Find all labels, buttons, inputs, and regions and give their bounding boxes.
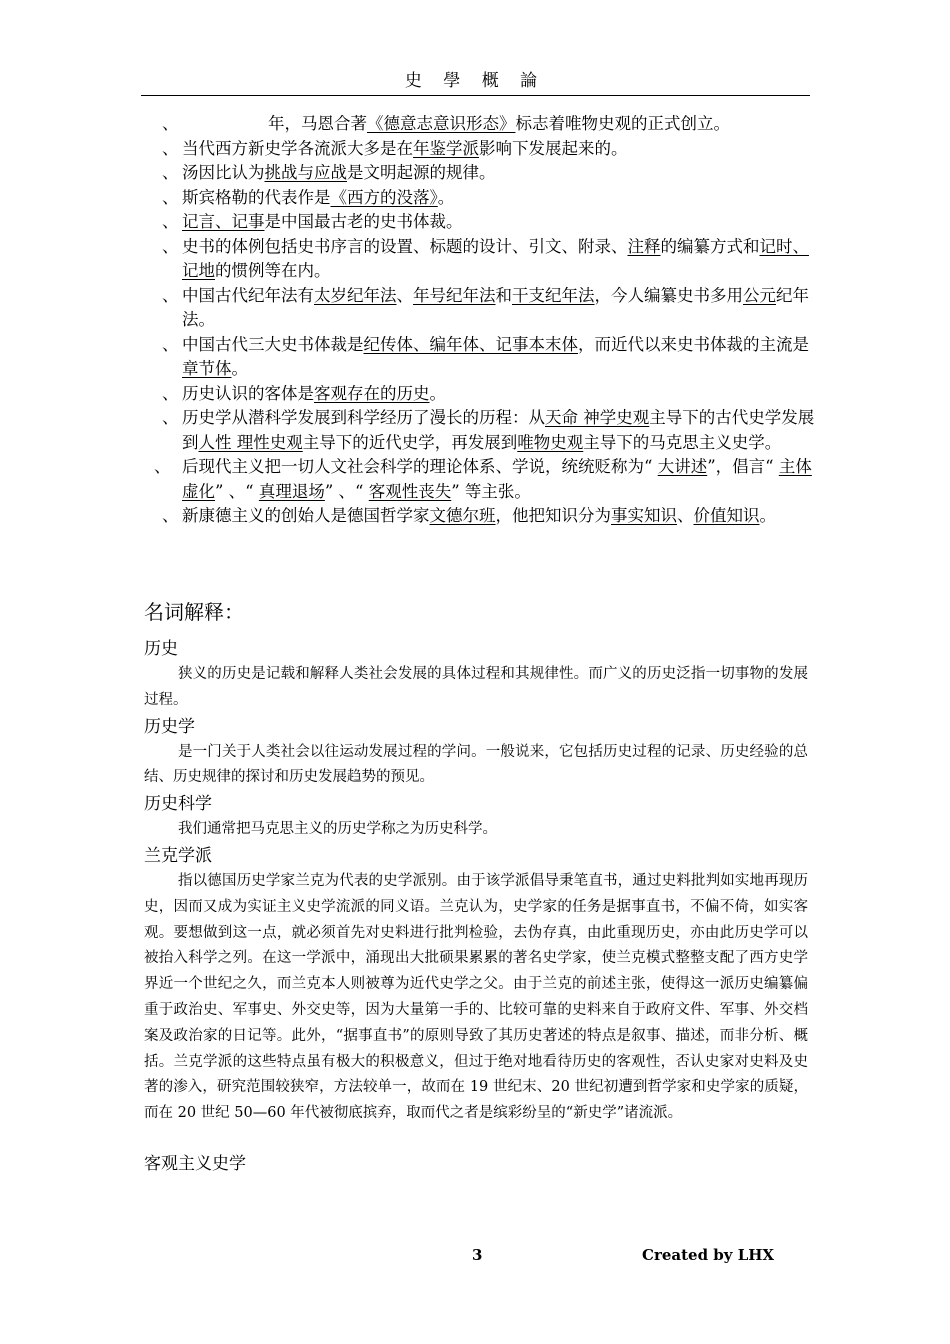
item-text: 中国古代三大史书体裁是 [182,334,364,354]
item-text: 历史学从潜科学发展到科学经历了漫长的历程：从 [182,408,545,427]
term-definitions [144,636,808,1177]
term-definition: 指以德国历史学家兰克为代表的史学派别。由于该学派倡导秉笔直书，通过史料批判如实地再现历史，因而又成为实证主义史学流派的同义语。兰克认为，史学家的任务是据事直书，不偏不倚，如实客观。要想做到这一点，就必须首先对史料进行批判检验，去伪存真，由此重现历史，亦由此历史学可以被抬入科学之列。在这一学派中，涌现出大批硕果累累的著名史学家，使兰克模式整整支配了西方史学界近一个世纪之久，而兰克本人则被尊为近代史学之父。由于兰克的前述主张，使得这一派历史编纂偏重于政治史、军事史、外交史等，因为大量第一手的、比较可靠的史料来自于政府文件、军事、外交档案及政治家的日记等。此外，“据事直书”的原则导致了其历史著述的特点是叙事、描述，而非分析、概括。兰克学派的这些特点虽有极大的积极意义，但过于绝对地看待历史的客观性，否认史家对史料及史著的渗入，研究范围较狭窄，方法较单一，故而在 19 世纪末、20 世纪初遭到哲学家和史学家的质疑，而在 20 世纪 50—60 年代被彻底摈弃，取而代之者是缤彩纷呈的“新史学”诸流派。 [144,872,808,1122]
fill-item [160,235,816,284]
item-text: 历史认识的客体是 [182,383,314,403]
item-text: 是中国最古老的史书体裁。 [264,212,463,231]
term-definition: 是一门关于人类社会以往运动发展过程的学问。一般说来，它包括历史过程的记录、历史经验的总结、历史规律的探讨和历史发展趋势的预见。 [144,743,808,786]
section-title: 名词解释： [144,600,244,624]
item-text: 年，马恩合著 [268,114,367,133]
answer-text: 事实知识 [611,506,677,525]
answer-text: 天命 神学史观 [545,408,650,427]
item-text: 的惯例等在内。 [215,261,331,280]
item-text: 当代西方新史学各流派大多是在 [182,138,413,158]
item-mark: 、 [162,138,179,158]
item-mark: 、 [162,114,179,133]
fill-item [160,504,816,529]
item-mark: 、 [162,506,179,525]
item-mark: 、 [162,408,179,427]
fill-item [160,186,816,211]
item-text: 是文明起源的规律。 [347,163,496,182]
fill-item [160,333,816,382]
answer-text: 纪传体、编年体、记事本末体 [363,334,578,354]
item-text: 后现代主义把一切人文社会科学的理论体系、学说，统统贬称为“ [182,457,658,476]
item-text: 、 [677,506,694,525]
header-divider [141,95,810,96]
item-mark: 、 [162,187,179,207]
answer-text: 公元 [743,285,776,305]
answer-text: 客观存在的历史 [314,383,430,403]
item-text: ，今人编纂史书多用 [594,285,743,305]
answer-text: 真理退场 [258,481,325,501]
footer-credit: Created by LHX [642,1246,775,1264]
item-mark: 、 [154,457,171,476]
term-heading: 客观主义史学 [144,1153,246,1174]
fill-item [160,137,816,162]
answer-text: 《西方的没落》 [330,187,438,207]
fill-item [160,382,816,407]
term-heading: 历史科学 [144,794,212,815]
item-text: ”，倡言“ [707,457,779,476]
answer-text: 太岁纪年法 [314,285,397,305]
item-mark: 、 [162,383,179,403]
item-text: 主导下的马克思主义史学。 [583,432,782,452]
answer-text: 文德尔班 [429,506,496,525]
answer-text: 年鉴学派 [413,138,479,158]
item-mark: 、 [162,212,179,231]
item-text: 。 [429,383,446,403]
item-text: 主导下的近代史学，再发展到 [302,432,518,452]
fill-in-answers-list [154,112,816,529]
answer-text: 价值知识 [693,506,760,525]
item-text: 。 [759,506,776,525]
fill-item [154,455,816,504]
item-text: 标志着唯物史观的正式创立。 [515,114,730,133]
item-text: 。 [231,359,248,378]
item-mark: 、 [162,163,179,182]
answer-text: 干支纪年法 [512,285,595,305]
term-definition: 狭义的历史是记载和解释人类社会发展的具体过程和其规律性。而广义的历史泛指一切事物的发展过程。 [144,666,808,708]
term-definition: 我们通常把马克思主义的历史学称之为历史科学。 [178,821,497,838]
item-text: 影响下发展起来的。 [479,138,628,158]
item-text: ” 、“ [324,481,369,501]
fill-item [160,210,816,235]
item-text: 主导下的古代史学发展到 [182,408,815,452]
item-text: ，他把知识分为 [495,506,611,525]
answer-text: 人性 理性史观 [198,432,303,452]
answer-text: 客观性丧失 [368,481,452,501]
term-heading: 历史学 [144,716,195,737]
item-text: ” 等主张。 [451,481,531,501]
item-text: ” 、“ [215,481,259,501]
answer-text: 章节体 [182,359,232,378]
page-header-title: 史 學 概 論 [404,71,546,91]
item-mark: 、 [162,334,179,354]
answer-text: 年号纪年法 [413,285,496,305]
item-text: 汤因比认为 [182,163,265,182]
answer-text: 主体虚化 [182,457,812,501]
item-mark: 、 [162,236,179,256]
fill-item [160,161,816,186]
item-text: 史书的体例包括史书序言的设置、标题的设计、引文、附录、 [182,236,628,256]
item-text: 的编纂方式和 [660,236,760,256]
fill-item [160,406,816,455]
item-text: 中国古代纪年法有 [182,285,314,305]
item-text: 和 [495,285,512,305]
page-number: 3 [472,1246,483,1264]
answer-text: 注释 [627,236,661,256]
item-mark: 、 [162,285,179,305]
fill-item [160,284,816,333]
term-heading: 兰克学派 [144,845,212,866]
item-text: ，而近代以来史书体裁的主流是 [578,334,809,354]
answer-text: 唯物史观 [517,432,584,452]
answer-text: 挑战与应战 [264,163,347,182]
item-text: 。 [437,187,455,207]
item-text: 纪年法。 [182,285,809,329]
item-text: 、 [396,285,413,305]
answer-text: 大讲述 [657,457,708,476]
item-text: 新康德主义的创始人是德国哲学家 [182,506,430,525]
item-text: 斯宾格勒的代表作是 [182,187,331,207]
fill-item [160,112,816,137]
answer-text: 《德意志意识形态》 [367,114,516,133]
answer-text: 记言、记事 [182,212,265,231]
answer-text: 记时、记地 [182,236,809,280]
term-heading: 历史 [144,639,178,659]
